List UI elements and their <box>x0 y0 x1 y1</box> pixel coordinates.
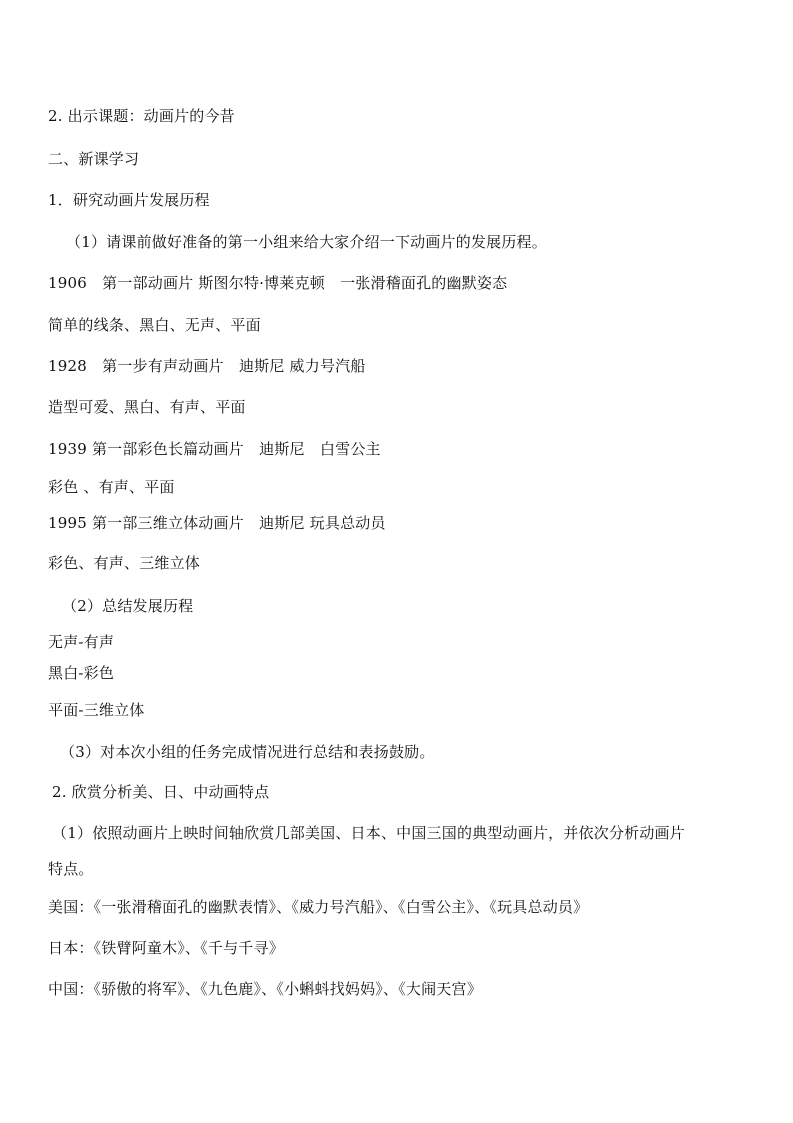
summary-sound: 无声-有声 <box>48 633 115 651</box>
history-entry-1928: 1928 第一步有声动画片 迪斯尼 威力号汽船 <box>48 357 366 375</box>
compare-instruction-line1: （1）依照动画片上映时间轴欣赏几部美国、日本、中国三国的典型动画片，并依次分析动画片 <box>52 824 685 842</box>
section-heading-new-lesson: 二、新课学习 <box>48 150 140 168</box>
step-one-text: （1）请课前做好准备的第一小组来给大家介绍一下动画片的发展历程。 <box>66 233 547 251</box>
lesson-topic-line: 2. 出示课题：动画片的今昔 <box>48 107 235 125</box>
films-usa: 美国：《一张滑稽面孔的幽默表情》、《威力号汽船》、《白雪公主》、《玩具总动员》 <box>48 898 589 916</box>
films-china: 中国：《骄傲的将军》、《九色鹿》、《小蝌蚪找妈妈》、《大闹天宫》 <box>48 980 482 998</box>
step-two-heading: （2）总结发展历程 <box>62 597 194 615</box>
summary-dimension: 平面-三维立体 <box>48 701 145 719</box>
subsection-heading-history: 1．研究动画片发展历程 <box>48 191 210 209</box>
films-japan: 日本：《铁臂阿童木》、《千与千寻》 <box>48 939 284 957</box>
subsection-heading-compare: 2. 欣赏分析美、日、中动画特点 <box>52 783 270 801</box>
step-three-text: （3）对本次小组的任务完成情况进行总结和表扬鼓励。 <box>60 743 435 761</box>
summary-color: 黑白-彩色 <box>48 664 115 682</box>
history-entry-1906: 1906 第一部动画片 斯图尔特·博莱克顿 一张滑稽面孔的幽默姿态 <box>48 274 508 292</box>
history-features-1995: 彩色、有声、三维立体 <box>48 554 201 572</box>
history-features-1906: 简单的线条、黑白、无声、平面 <box>48 316 261 334</box>
history-features-1939: 彩色 、有声、平面 <box>48 478 175 496</box>
history-entry-1995: 1995 第一部三维立体动画片 迪斯尼 玩具总动员 <box>48 514 386 532</box>
history-features-1928: 造型可爱、黑白、有声、平面 <box>48 398 246 416</box>
history-entry-1939: 1939 第一部彩色长篇动画片 迪斯尼 白雪公主 <box>48 440 381 458</box>
compare-instruction-line2: 特点。 <box>48 860 94 878</box>
